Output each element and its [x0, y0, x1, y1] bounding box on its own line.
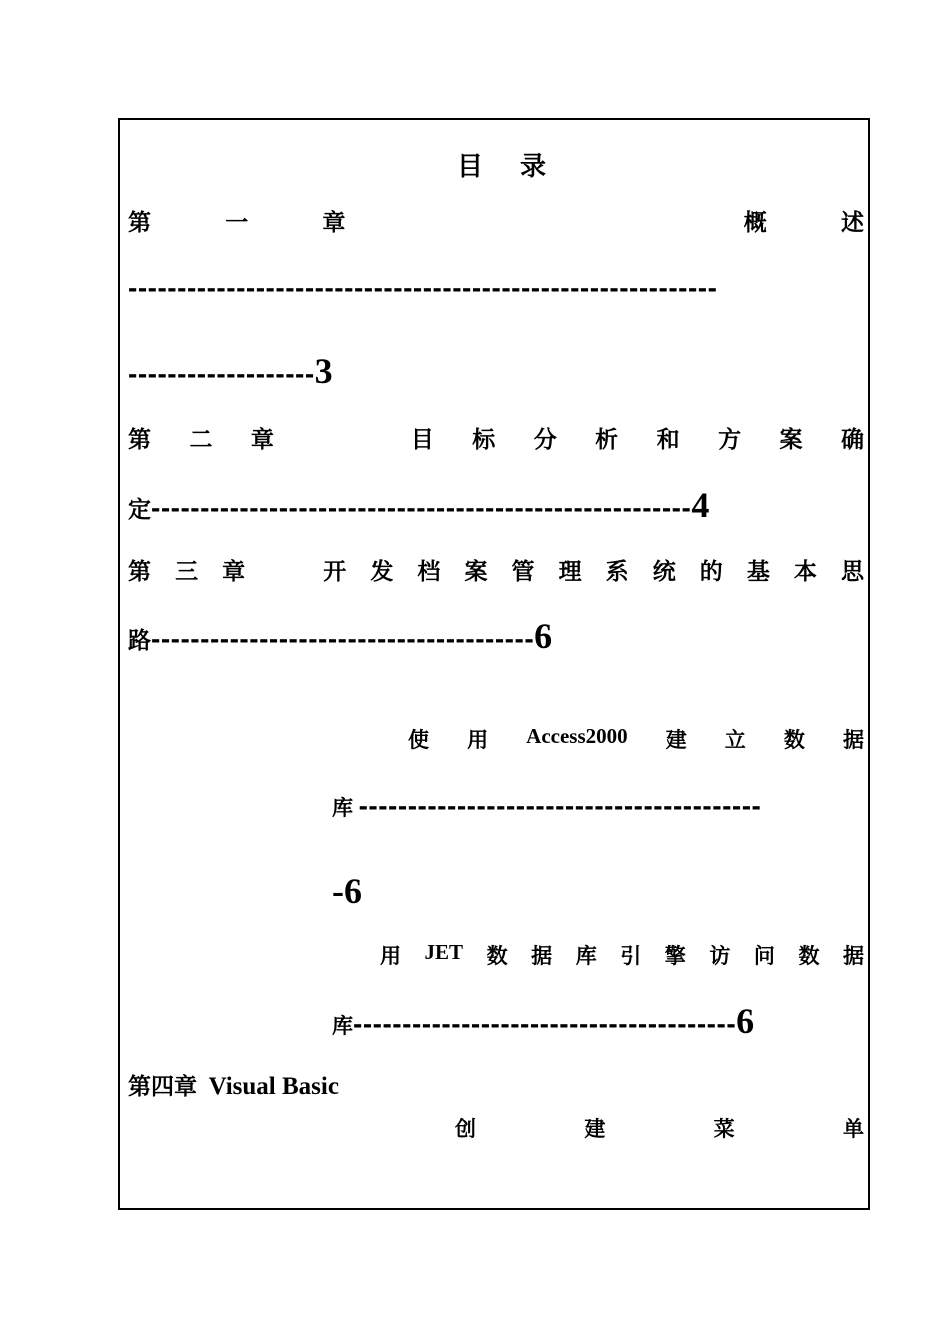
sec2-title-part: 据 [842, 943, 864, 968]
ch3-label-char: 第 [128, 558, 151, 585]
sec2-title-part: 问 [753, 943, 775, 968]
sec2-page-number: 6 [736, 1001, 755, 1041]
ch3-leader-line [128, 615, 552, 657]
ch4-sub-char: 创 [455, 1116, 476, 1141]
ch3-title-char: 档 [417, 558, 441, 585]
toc-ch4-subheading[interactable] [455, 1113, 864, 1143]
ch4-sub-char: 建 [584, 1116, 606, 1141]
ch3-title-char: 发 [370, 558, 394, 585]
ch1-title-char: 述 [840, 209, 864, 236]
ch1-leader-dashes: ------------------------------------------------------------ [128, 272, 718, 303]
ch3-title-char: 思 [840, 558, 864, 585]
sec1-title-part: 用 [467, 727, 489, 752]
toc-ch1-heading[interactable] [128, 204, 864, 237]
ch4-label: 第四章 [128, 1073, 197, 1100]
ch2-title-char: 目 [410, 426, 434, 453]
sec1-title-part: 据 [842, 727, 864, 752]
ch3-title-char: 统 [652, 558, 676, 585]
sec1-title-part: 立 [724, 727, 746, 752]
sec1-title-part: 使 [408, 727, 429, 752]
toc-title: 目 录 [457, 152, 561, 182]
sec2-leader-dashes: --------------------------------------- [353, 1008, 737, 1039]
ch2-leader-line [128, 484, 709, 526]
ch1-leader-end [128, 350, 333, 392]
sec2-title-part: 访 [709, 943, 731, 968]
sec1-title-part: 数 [783, 727, 805, 752]
ch1-title-char: 概 [743, 209, 767, 236]
ch3-title-char: 系 [605, 558, 629, 585]
sec2-title-part: 库 [575, 943, 597, 968]
toc-ch3-heading[interactable] [128, 553, 864, 586]
ch2-label-char: 第 [128, 426, 151, 453]
sec2-title-part: 数 [798, 943, 820, 968]
ch3-last-char: 路 [128, 627, 151, 654]
ch3-label-char: 章 [222, 558, 246, 585]
sec1-leader-line [332, 790, 859, 822]
sec2-leader-line [332, 1000, 754, 1042]
ch1-label-char: 章 [322, 209, 346, 236]
sec1-title-part: 建 [665, 727, 687, 752]
ch3-label-char: 三 [175, 558, 199, 585]
ch1-label-char: 第 [128, 209, 151, 236]
toc-sec1-heading[interactable] [408, 724, 864, 754]
ch3-title-char: 案 [464, 558, 488, 585]
ch3-title-char: 开 [323, 558, 347, 585]
ch2-title-char: 案 [779, 426, 803, 453]
ch2-title-char: 分 [533, 426, 557, 453]
ch1-page-number: 3 [314, 351, 333, 391]
sec1-leader-dashes: ----------------------------------------- [358, 790, 762, 821]
ch2-title-char: 确 [840, 426, 864, 453]
ch2-title-char: 和 [656, 426, 680, 453]
ch1-leader-dashes: ------------------- [128, 358, 315, 389]
sec2-title-part: JET [424, 940, 464, 964]
ch2-label-char: 章 [250, 426, 274, 453]
ch2-leader-dashes: ------------------------------------------------------- [151, 492, 692, 523]
ch4-sub-char: 菜 [713, 1116, 735, 1141]
sec2-last-char: 库 [332, 1013, 353, 1038]
sec2-title-part: 据 [531, 943, 553, 968]
ch2-last-char: 定 [128, 496, 151, 523]
ch4-sub-char: 单 [842, 1116, 864, 1141]
ch3-title-char: 基 [746, 558, 770, 585]
ch2-title-char: 方 [718, 426, 742, 453]
ch2-title-char: 析 [595, 426, 619, 453]
toc-ch2-heading[interactable] [128, 421, 864, 454]
ch3-title-char: 理 [558, 558, 582, 585]
sec1-last-char: 库 [332, 795, 353, 820]
sec2-title-part: 数 [486, 943, 508, 968]
ch2-title-char: 标 [472, 426, 496, 453]
sec1-page-number: -6 [332, 871, 362, 911]
toc-sec2-heading[interactable] [380, 940, 864, 970]
ch3-title-char: 管 [511, 558, 535, 585]
sec1-title-part: Access2000 [526, 724, 628, 748]
sec2-title-part: 引 [620, 943, 642, 968]
ch2-label-char: 二 [189, 426, 213, 453]
ch2-page-number: 4 [691, 485, 710, 525]
ch1-label-char: 一 [225, 209, 249, 236]
ch3-page-number: 6 [534, 616, 553, 656]
sec2-title-part: 用 [380, 943, 401, 968]
ch3-title-char: 的 [699, 558, 723, 585]
sec2-title-part: 擎 [664, 943, 686, 968]
ch3-leader-dashes: --------------------------------------- [151, 623, 535, 654]
toc-ch4-heading[interactable] [128, 1068, 339, 1101]
ch3-title-char: 本 [793, 558, 817, 585]
ch4-title: Visual Basic [208, 1073, 339, 1100]
